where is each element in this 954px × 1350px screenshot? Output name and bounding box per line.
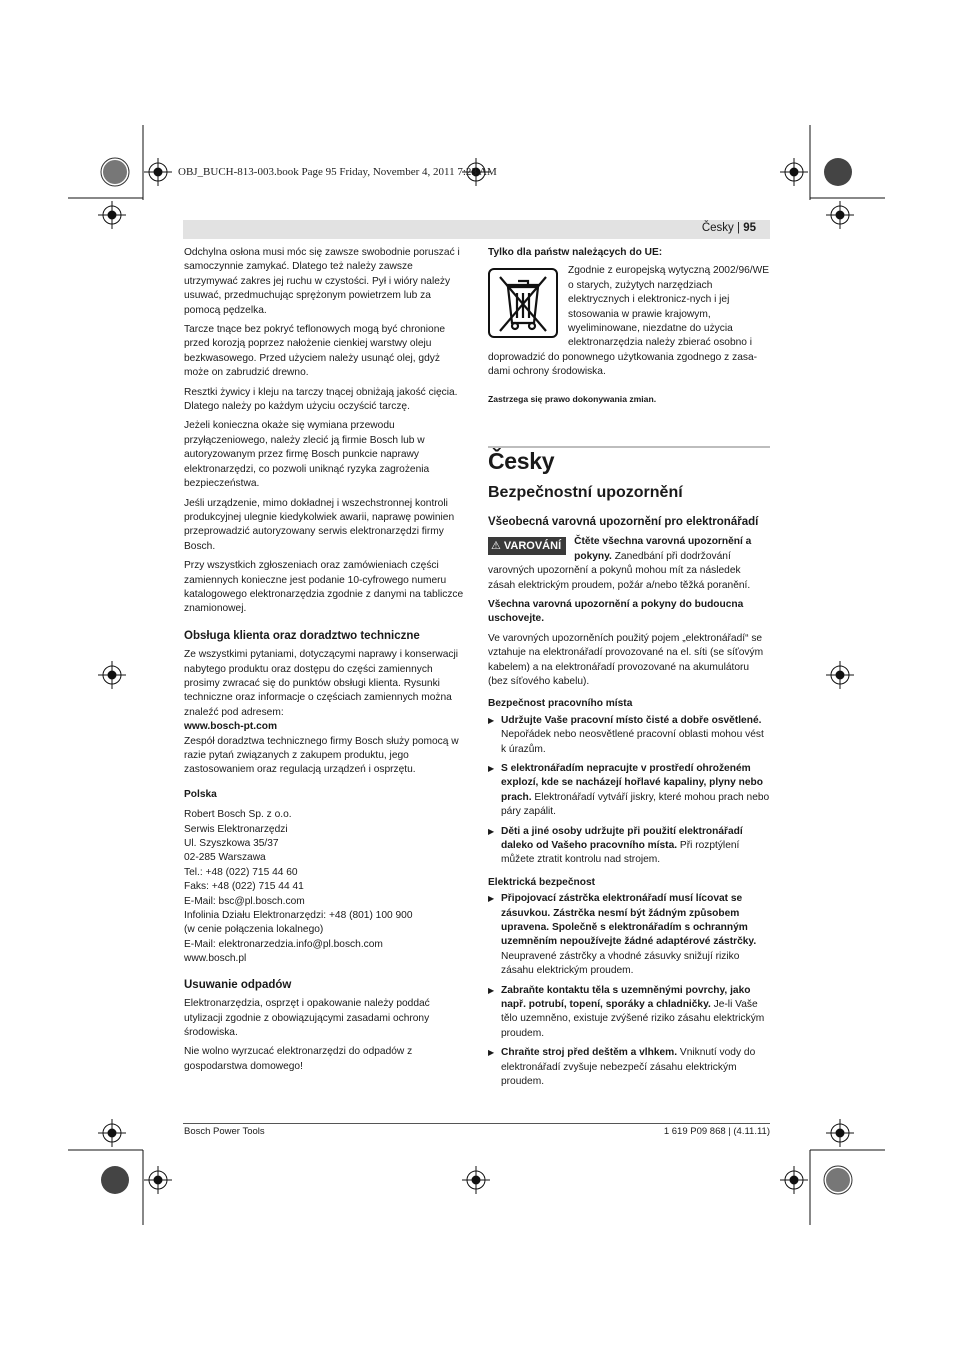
paragraph: Odchylna osłona musi móc się zawsze swobodnie poruszać i samoczynnie zamykać. Dlatego też należy zawsze utrzymywać zakres jej ruchu w czystości. Pył i wióry należy usuwać, przedmuchując sprężonym powietrzem lub za pomocą pędzelka.	[184, 247, 460, 316]
section-heading-waste: Usuwanie odpadów	[184, 978, 292, 991]
header-label	[702, 222, 756, 234]
address-line: Ul. Szyszkowa 35/37	[184, 838, 279, 850]
list-item-bold: Zabraňte kontaktu těla s uzemněnými povrchy, jako např. potrubí, topení, sporáky a chladničky.	[501, 984, 751, 1011]
paragraph: Tarcze tnące bez pokryć teflonowych mogą być chronione przed korozją poprzez nałożenie cienkiej warstwy oleju bezkwasowego. Przed użyciem należy usunąć olej, gdyż może on zabrudzić drewno.	[184, 324, 446, 379]
list-item	[488, 892, 770, 978]
address-line: Robert Bosch Sp. z o.o.	[184, 809, 292, 821]
warning-paragraph	[488, 535, 770, 593]
wheelie-bin-graphic	[494, 273, 552, 333]
list-item-text: Je-li Vaše tělo uzemněno, existuje zvýšené riziko zásahu elektrickým proudem.	[501, 999, 765, 1039]
eu-heading: Tylko dla państw należących do UE:	[488, 247, 663, 258]
service-address	[184, 808, 466, 966]
address-line: 02-285 Warszawa	[184, 852, 266, 864]
list-item-bold: Udržujte Vaše pracovní místo čisté a dobře osvětlené.	[501, 714, 762, 726]
subsection-title-general-warnings: Všeobecná varovná upozornění pro elektronářadí	[488, 515, 759, 528]
paragraph: Ve varovných upozorněních použitý pojem „elektronářadí“ se vztahuje na elektronářadí provozované na el. síti (se síťovým kabelem) a na elektronářadí provozované na akumulátoru (bez síťového kabelu).	[488, 632, 764, 687]
subheading-electrical-safety: Elektrická bezpečnost	[488, 876, 596, 888]
address-line: Infolinia Działu Elektronarzędzi: +48 (801) 100 900	[184, 910, 413, 922]
list-item	[488, 714, 770, 757]
paragraph: Jeśli urządzenie, mimo dokładnej i wszechstronnej kontroli produkcyjnej ulegnie kiedykolwiek awarii, naprawę powinien przeprowadzić autoryzowany serwis elektronarzędzi firmy Bosch.	[184, 497, 455, 552]
page-number: 95	[743, 222, 756, 234]
address-line: Faks: +48 (022) 715 44 41	[184, 881, 304, 893]
crossed-out-wheelie-bin-icon	[488, 268, 558, 338]
warning-badge	[488, 537, 566, 555]
warning-triangle-icon: ⚠	[491, 540, 501, 553]
list-item	[488, 984, 770, 1042]
electrical-safety-list	[488, 892, 770, 1089]
paragraph: Resztki żywicy i kleju na tarczy tnącej obniżają jakość cięcia. Dlatego należy po każdym użyciu oczyścić tarczę.	[184, 386, 458, 413]
work-area-list	[488, 714, 770, 868]
website-link[interactable]: www.bosch-pt.com	[184, 721, 278, 733]
paragraph: Ze wszystkimi pytaniami, dotyczącymi naprawy i konserwacji nabytego produktu oraz dostępu do części zamiennych prosimy zwracać się do punktów obsługi klienta. Rysunki techniczne oraz informacje o częściach zamiennych można znaleźć pod adresem:	[184, 649, 459, 718]
section-title-safety: Bezpečnostní upozornění	[488, 484, 683, 502]
list-item	[488, 825, 770, 868]
left-column	[184, 246, 466, 1079]
address-line: E-Mail: bsc@pl.bosch.com	[184, 895, 305, 907]
warning-bold-text: Čtěte všechna varovná upozornění a pokyny.	[574, 536, 752, 562]
country-heading: Polska	[184, 788, 217, 800]
section-heading-service: Obsługa klienta oraz doradztwo techniczne	[184, 629, 420, 642]
list-item-bold: S elektronářadím nepracujte v prostředí ohroženém explozí, kde se nacházejí hořlavé kapaliny, plyny nebo prach.	[501, 762, 763, 803]
address-line: (w cenie połączenia lokalnego)	[184, 924, 324, 936]
print-slug: OBJ_BUCH-813-003.book Page 95 Friday, November 4, 2011 7:23 AM	[178, 166, 497, 178]
warning-text: Zanedbání při dodržování varovných upozornění a pokynů mohou mít za následek zásah elektrickým proudem, požár a/nebo těžká poranění.	[488, 550, 751, 591]
paragraph: Elektronarzędzia, osprzęt i opakowanie należy poddać utylizacji zgodnie z obowiązującymi zasadami ochrony środowiska.	[184, 998, 430, 1038]
list-item-text: Nepořádek nebo neosvětlené pracovní oblasti mohou vést k úrazům.	[501, 729, 764, 755]
footer-doc-number: 1 619 P09 868 | (4.11.11)	[663, 1126, 770, 1137]
list-item	[488, 1046, 770, 1089]
keep-instructions: Všechna varovná upozornění a pokyny do budoucna uschovejte.	[488, 598, 744, 625]
page-header	[183, 220, 770, 239]
footer-brand: Bosch Power Tools	[184, 1126, 265, 1137]
list-item-bold: Děti a jiné osoby udržujte při použití elektronářadí daleko od Vašeho pracovního místa.	[501, 825, 743, 851]
list-item-text: Vniknutí vody do elektronářadí zvyšuje nebezpečí zásahu elektrickým proudem.	[501, 1047, 756, 1088]
paragraph: Zespół doradztwa technicznego firmy Bosch służy pomocą w razie pytań związanych z zakupem produktu, jego zastosowaniem oraz regulacją urządzeń i osprzętu.	[184, 735, 459, 776]
list-item-bold: Připojovací zástrčka elektronářadí musí lícovat se zásuvkou. Zástrčka nesmí být žádným způsobem upravena. Společně s elektronářadím s ochranným uzemněním nepoužívejte žádné adaptérové zástrčky.	[501, 893, 757, 948]
paragraph: Przy wszystkich zgłoszeniach oraz zamówieniach części zamiennych konieczne jest podanie 10-cyfrowego numeru katalogowego elektronarzędzia zgodnie z danymi na tabliczce znamionowej.	[184, 560, 464, 615]
subheading-work-area: Bezpečnost pracovního místa	[488, 698, 633, 710]
list-item-text: Elektronářadí vytváří jiskry, které mohou prach nebo páry zapálit.	[501, 791, 770, 818]
list-item-text: Neupravené zástrčky a vhodné zásuvky snižují riziko zásahu elektrickým proudem.	[501, 950, 740, 977]
address-line: E-Mail: elektronarzedzia.info@pl.bosch.com	[184, 938, 383, 950]
warning-badge-label: VAROVÁNÍ	[503, 540, 562, 553]
right-column	[488, 246, 770, 1095]
paragraph: Jeżeli konieczna okaże się wymiana przewodu przyłączeniowego, należy zlecić ją firmie Bosch lub w autoryzowanym przez firmę Bosch punkcie naprawy elektronarzędzi, co pozwoli uniknąć ryzyka zagrożenia bezpieczeństwa.	[184, 420, 430, 490]
address-line: www.bosch.pl	[184, 953, 247, 965]
paragraph: Nie wolno wyrzucać elektronarzędzi do odpadów z gospodarstwa domowego!	[184, 1046, 413, 1072]
eu-directive-text-continued: doprowadzić do ponownego użytkowania zgodnego z zasa-dami ochrony środowiska.	[488, 351, 758, 378]
list-item-text: Při rozptýlení můžete ztratit kontrolu nad strojem.	[501, 840, 740, 866]
rights-reserved-note: Zastrzega się prawo dokonywania zmian.	[488, 393, 657, 404]
eu-directive-text: Zgodnie z europejską wytyczną 2002/96/WE o starych, zużytych narzędziach elektrycznych i elektronicz-nych i jej stosowania w prawie krajowym, wyeliminowane, niezdatne do użycia elektronarzędzia należy zbierać osobno i	[568, 265, 770, 349]
footer-divider	[183, 1123, 770, 1124]
header-language: Česky	[701, 222, 734, 234]
language-title: Česky	[488, 448, 555, 475]
list-item-bold: Chraňte stroj před deštěm a vlhkem.	[501, 1047, 678, 1059]
address-line: Serwis Elektronarzędzi	[184, 823, 288, 835]
address-line: Tel.: +48 (022) 715 44 60	[184, 866, 298, 878]
header-separator: |	[733, 222, 744, 234]
list-item	[488, 762, 770, 820]
weee-block	[488, 264, 770, 350]
